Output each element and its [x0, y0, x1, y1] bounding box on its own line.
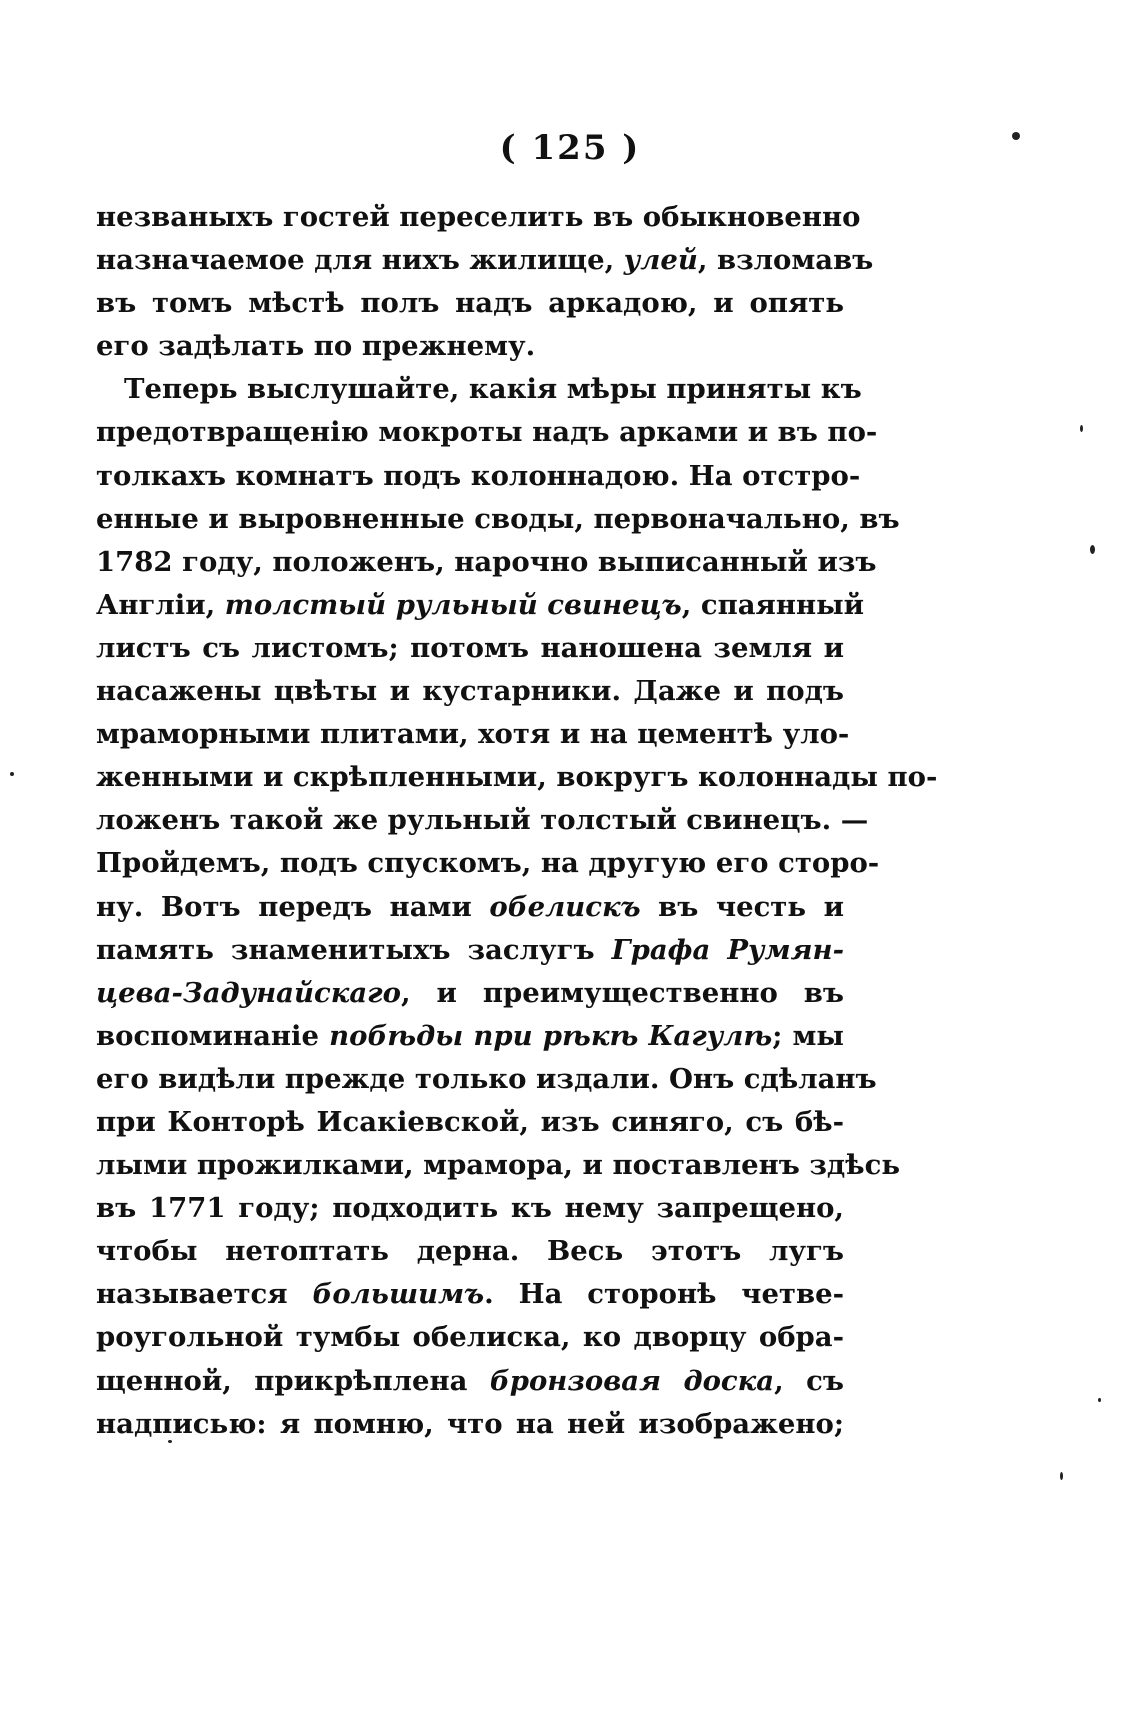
text-segment: его задѣлать по прежнему.: [96, 330, 536, 363]
text-line: [96, 325, 844, 368]
text-line: [96, 455, 861, 498]
scan-speck: [1012, 132, 1020, 140]
text-line: [96, 1230, 844, 1273]
italic-text: цева-Задунайскаго: [96, 976, 401, 1009]
page-number: ( 125 ): [499, 128, 641, 168]
text-line: [96, 756, 938, 799]
text-segment: Пройдемъ, подъ спускомъ, на другую его сторо-: [96, 847, 880, 880]
italic-text: Графа Румян-: [611, 933, 844, 966]
text-segment: , и преимущественно въ: [400, 976, 844, 1009]
text-segment: лыми прожилками, мрамора, и поставленъ здѣсь: [96, 1149, 900, 1182]
scan-speck: [168, 1440, 172, 1443]
text-segment: роугольной тумбы обелиска, ко дворцу обра-: [96, 1321, 844, 1354]
italic-text: бронзовая доска: [489, 1364, 775, 1397]
text-line: [96, 670, 844, 713]
text-line: [96, 1316, 844, 1359]
italic-text: большимъ: [312, 1278, 485, 1311]
italic-text: обелискъ: [489, 890, 641, 923]
text-segment: воспоминаніе: [96, 1019, 330, 1052]
text-segment: въ томъ мѣстѣ полъ надъ аркадою, и опять: [96, 287, 844, 320]
text-line: [96, 799, 869, 842]
text-segment: память знаменитыхъ заслугъ: [96, 933, 612, 966]
text-segment: енные и выровненные своды, первоначально, въ: [96, 502, 900, 535]
text-segment: листъ съ листомъ; потомъ наношена земля и: [96, 631, 844, 664]
text-line: [96, 1101, 844, 1144]
text-line: [96, 1015, 844, 1058]
text-segment: чтобы нетоптать дерна. Весь этотъ лугъ: [96, 1235, 844, 1268]
text-line: [96, 1187, 844, 1230]
text-segment: женными и скрѣпленными, вокругъ колоннады по-: [96, 761, 938, 794]
text-line: [96, 411, 878, 454]
scan-speck: [1080, 425, 1083, 432]
text-segment: въ честь и: [640, 890, 844, 923]
text-segment: . На сторонѣ четве-: [484, 1278, 844, 1311]
text-segment: незваныхъ гостей переселить въ обыкновенно: [96, 201, 861, 233]
text-segment: предотвращенію мокроты надъ арками и въ по-: [96, 416, 878, 449]
text-segment: Теперь выслушайте, какія мѣры приняты къ: [124, 373, 862, 406]
text-segment: Англіи,: [96, 588, 225, 621]
text-line: [96, 1403, 844, 1446]
italic-text: толстый рульный свинецъ: [224, 588, 682, 621]
text-segment: называется: [96, 1278, 313, 1311]
text-segment: 1782 году, положенъ, нарочно выписанный изъ: [96, 545, 877, 578]
text-line: [96, 282, 844, 325]
text-segment: въ 1771 году; подходить къ нему запрещено,: [96, 1192, 844, 1225]
text-segment: , съ: [774, 1364, 844, 1397]
text-line: [96, 368, 862, 411]
text-segment: щенной, прикрѣплена: [96, 1364, 490, 1397]
text-segment: , взломавъ: [697, 244, 874, 277]
text-line: [96, 196, 861, 239]
text-line: [96, 1273, 844, 1316]
text-line: [96, 842, 880, 885]
text-segment: толкахъ комнатъ подъ колоннадою. На отстро-: [96, 459, 861, 492]
text-line: [96, 972, 844, 1015]
text-segment: назначаемое для нихъ жилище,: [96, 244, 624, 277]
text-line: [96, 584, 865, 627]
scan-speck: [1090, 545, 1095, 554]
scan-speck: [1098, 1398, 1101, 1402]
text-segment: при Конторѣ Исакіевской, изъ синяго, съ бѣ-: [96, 1105, 844, 1138]
italic-text: улей: [623, 244, 698, 277]
text-segment: ложенъ такой же рульный толстый свинецъ. —: [96, 804, 869, 837]
text-line: [96, 1058, 877, 1101]
italic-text: побѣды при рѣкѣ Кагулѣ: [329, 1019, 773, 1052]
text-line: [96, 541, 877, 584]
text-segment: ну. Вотъ передъ нами: [96, 890, 490, 923]
text-line: [96, 713, 850, 756]
text-line: [96, 886, 844, 929]
text-line: [96, 498, 900, 541]
text-segment: надписью: я помню, что на ней изображено;: [96, 1407, 844, 1440]
text-segment: насажены цвѣты и кустарники. Даже и подъ: [96, 675, 844, 708]
text-line: [96, 929, 844, 972]
text-line: [96, 627, 844, 670]
text-segment: его видѣли прежде только издали. Онъ сдѣланъ: [96, 1062, 877, 1095]
text-line: [96, 1360, 844, 1403]
text-segment: , спаянный: [681, 588, 865, 621]
text-segment: ; мы: [772, 1019, 844, 1052]
scan-speck: [10, 772, 14, 776]
text-line: [96, 1144, 900, 1187]
body-text: [96, 196, 938, 1446]
text-segment: мраморными плитами, хотя и на цементѣ уло-: [96, 718, 850, 751]
scan-speck: [1060, 1472, 1063, 1480]
text-line: [96, 239, 874, 282]
